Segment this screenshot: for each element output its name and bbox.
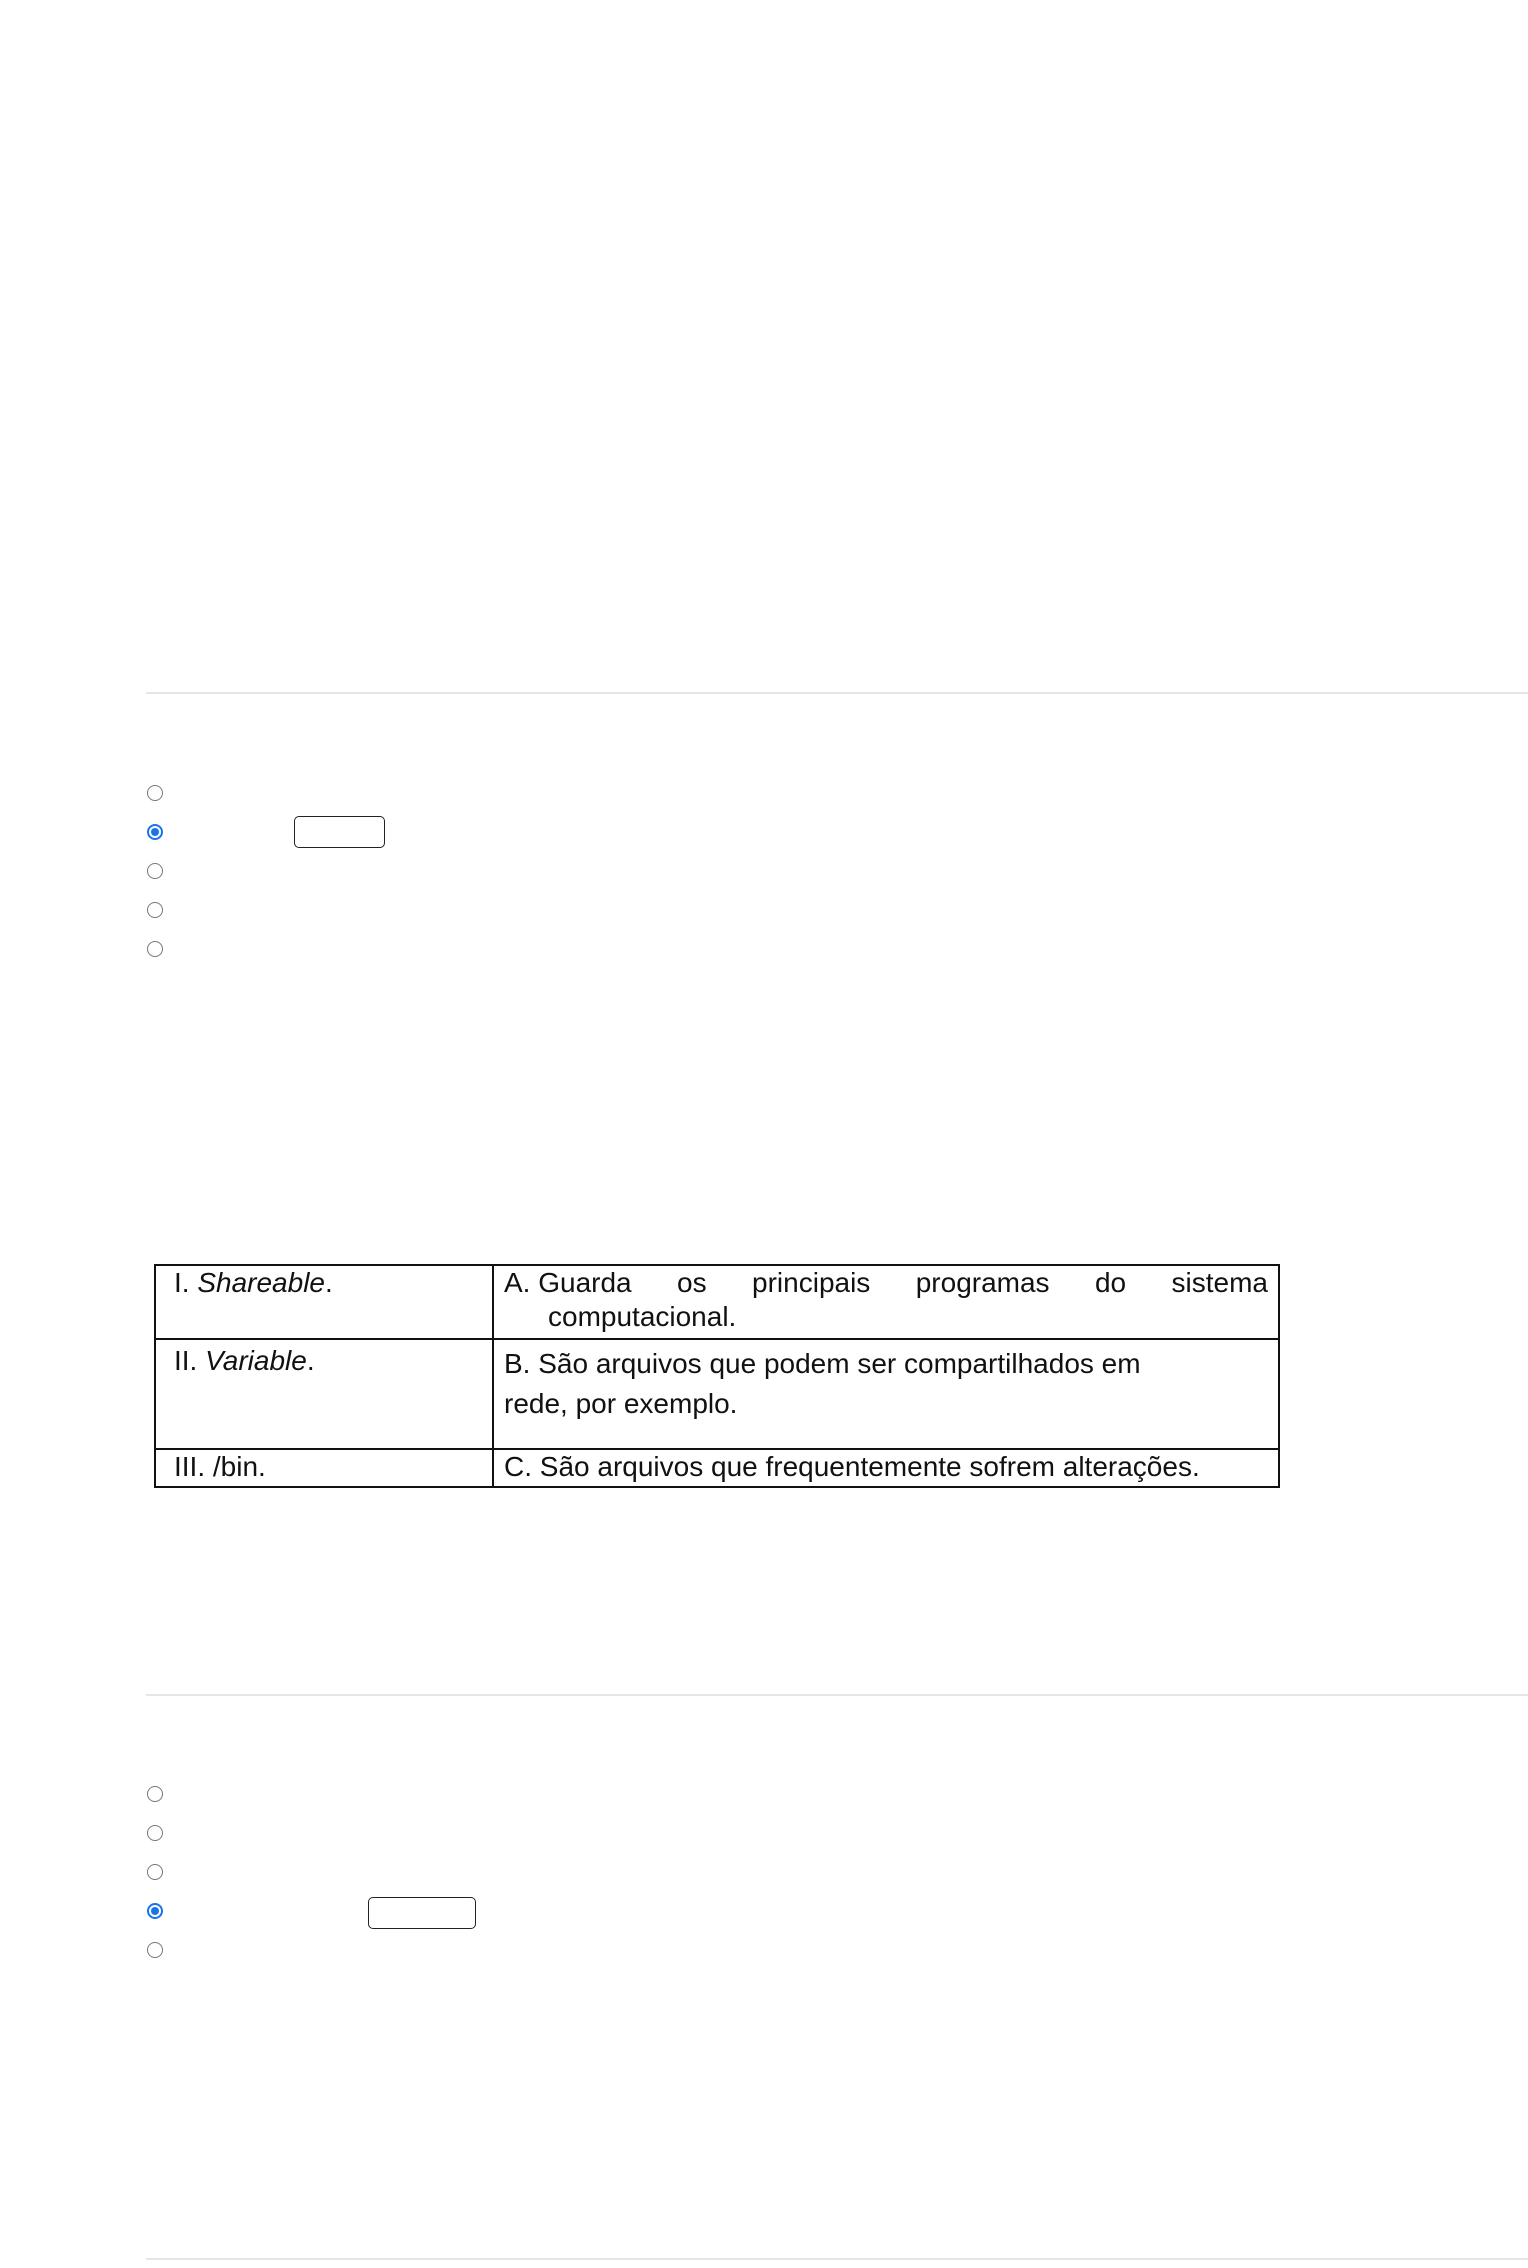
option-radio[interactable] (147, 863, 163, 879)
section-divider (146, 1694, 1528, 1696)
option-radio[interactable] (147, 1864, 163, 1880)
table-cell-term (155, 1339, 493, 1449)
section-divider (146, 2258, 1528, 2260)
table-cell-definition (493, 1339, 1279, 1449)
table-row (155, 1339, 1279, 1449)
table-cell-definition: C. São arquivos que frequentemente sofrem alterações. (493, 1449, 1279, 1487)
term-end: . (325, 1267, 333, 1298)
section-divider (146, 692, 1528, 694)
word: os (677, 1267, 707, 1298)
option-radio-selected[interactable] (147, 1903, 163, 1919)
word: programas (915, 1267, 1050, 1298)
word: principais (752, 1267, 871, 1298)
answer-feedback-chip (294, 816, 385, 848)
table-row (155, 1265, 1279, 1339)
option-radio[interactable] (147, 1825, 163, 1841)
term-number: I. (174, 1267, 190, 1298)
option-radio[interactable] (147, 785, 163, 801)
table-cell-term (155, 1265, 493, 1339)
term-name: Shareable (197, 1267, 325, 1298)
table-cell-term: III. /bin. (155, 1449, 493, 1487)
word: sistema (1171, 1267, 1268, 1298)
term-end: . (306, 1345, 315, 1376)
definition-line: rede, por exemplo. (504, 1388, 738, 1419)
option-radio-selected[interactable] (147, 824, 163, 840)
definition-line: B. São arquivos que podem ser compartilhados em (504, 1348, 1141, 1379)
definition-line: computacional. (548, 1301, 737, 1332)
table-cell-definition (493, 1265, 1279, 1339)
association-table (154, 1264, 1280, 1488)
option-radio[interactable] (147, 1786, 163, 1802)
option-radio[interactable] (147, 941, 163, 957)
word: do (1094, 1267, 1127, 1298)
answer-feedback-chip (368, 1897, 476, 1929)
option-radio[interactable] (147, 902, 163, 918)
option-radio[interactable] (147, 1942, 163, 1958)
word: A. Guarda (504, 1267, 632, 1298)
term-name: Variable (205, 1345, 307, 1376)
definition-line (504, 1266, 1268, 1300)
table-row (155, 1449, 1279, 1487)
term-number: II. (174, 1345, 198, 1376)
